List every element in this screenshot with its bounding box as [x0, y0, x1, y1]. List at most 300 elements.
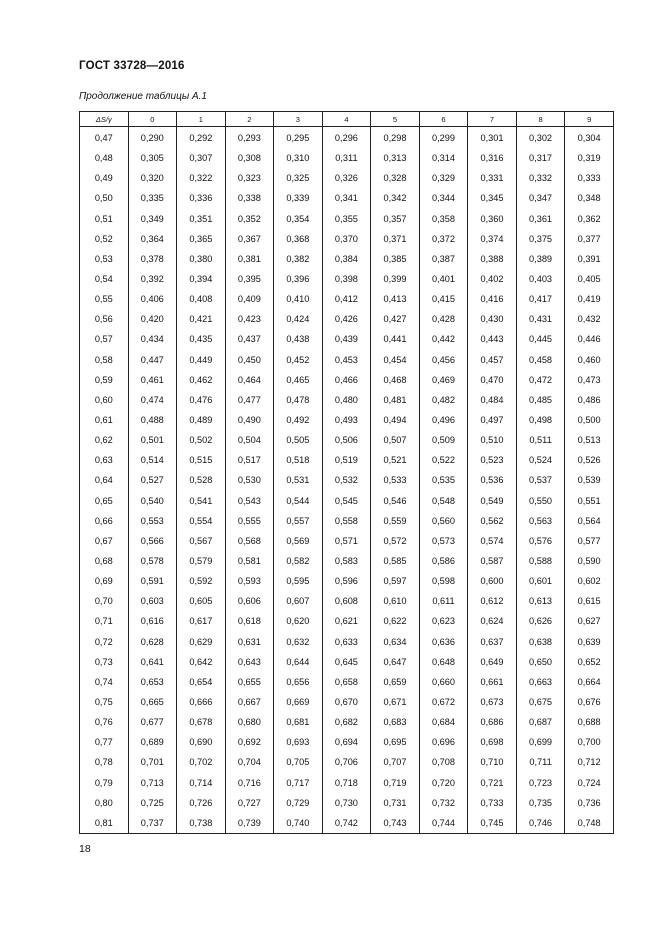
table-cell: 0,571 [322, 531, 371, 551]
table-cell: 0,424 [274, 309, 323, 329]
table-cell: 0,377 [565, 229, 614, 249]
table-cell: 0,597 [371, 571, 420, 591]
table-cell: 0,658 [322, 672, 371, 692]
table-cell: 0,655 [225, 672, 274, 692]
column-header: 5 [371, 112, 420, 127]
table-cell: 0,698 [468, 732, 517, 752]
table-cell: 0,583 [322, 551, 371, 571]
table-cell: 0,731 [371, 793, 420, 813]
table-cell: 0,292 [177, 127, 226, 149]
row-key-cell: 0,62 [80, 430, 129, 450]
table-cell: 0,428 [419, 309, 468, 329]
table-row [80, 127, 614, 149]
table-cell: 0,663 [516, 672, 565, 692]
table-cell: 0,596 [322, 571, 371, 591]
table-cell: 0,717 [274, 773, 323, 793]
table-cell: 0,368 [274, 229, 323, 249]
table-row [80, 611, 614, 631]
table-cell: 0,468 [371, 370, 420, 390]
table-cell: 0,610 [371, 591, 420, 611]
table-header-row [80, 112, 614, 127]
table-cell: 0,732 [419, 793, 468, 813]
table-cell: 0,432 [565, 309, 614, 329]
row-key-cell: 0,52 [80, 229, 129, 249]
table-cell: 0,338 [225, 188, 274, 208]
table-cell: 0,461 [128, 370, 177, 390]
table-cell: 0,335 [128, 188, 177, 208]
table-cell: 0,652 [565, 652, 614, 672]
table-cell: 0,296 [322, 127, 371, 149]
table-cell: 0,515 [177, 450, 226, 470]
table-cell: 0,702 [177, 752, 226, 772]
table-cell: 0,348 [565, 188, 614, 208]
table-cell: 0,333 [565, 168, 614, 188]
table-cell: 0,592 [177, 571, 226, 591]
table-row [80, 370, 614, 390]
table-cell: 0,644 [274, 652, 323, 672]
table-cell: 0,389 [516, 249, 565, 269]
table-cell: 0,628 [128, 632, 177, 652]
table-cell: 0,519 [322, 450, 371, 470]
table-cell: 0,354 [274, 209, 323, 229]
table-cell: 0,681 [274, 712, 323, 732]
table-cell: 0,299 [419, 127, 468, 149]
table-cell: 0,521 [371, 450, 420, 470]
table-caption: Продолжение таблицы А.1 [79, 91, 207, 102]
table-cell: 0,351 [177, 209, 226, 229]
row-key-cell: 0,48 [80, 148, 129, 168]
column-header: 2 [225, 112, 274, 127]
table-cell: 0,550 [516, 491, 565, 511]
table-cell: 0,419 [565, 289, 614, 309]
table-cell: 0,500 [565, 410, 614, 430]
table-cell: 0,460 [565, 350, 614, 370]
table-cell: 0,314 [419, 148, 468, 168]
table-cell: 0,493 [322, 410, 371, 430]
table-row [80, 531, 614, 551]
table-cell: 0,577 [565, 531, 614, 551]
table-row [80, 188, 614, 208]
table-cell: 0,332 [516, 168, 565, 188]
table-row [80, 309, 614, 329]
table-cell: 0,345 [468, 188, 517, 208]
table-cell: 0,458 [516, 350, 565, 370]
table-cell: 0,588 [516, 551, 565, 571]
table-cell: 0,511 [516, 430, 565, 450]
table-cell: 0,726 [177, 793, 226, 813]
table-cell: 0,489 [177, 410, 226, 430]
table-cell: 0,421 [177, 309, 226, 329]
table-cell: 0,718 [322, 773, 371, 793]
table-cell: 0,426 [322, 309, 371, 329]
table-cell: 0,405 [565, 269, 614, 289]
table-cell: 0,666 [177, 692, 226, 712]
table-cell: 0,311 [322, 148, 371, 168]
table-cell: 0,313 [371, 148, 420, 168]
table-cell: 0,659 [371, 672, 420, 692]
table-cell: 0,420 [128, 309, 177, 329]
table-cell: 0,339 [274, 188, 323, 208]
table-cell: 0,406 [128, 289, 177, 309]
table-cell: 0,569 [274, 531, 323, 551]
table-cell: 0,413 [371, 289, 420, 309]
table-cell: 0,600 [468, 571, 517, 591]
table-cell: 0,535 [419, 470, 468, 490]
table-cell: 0,574 [468, 531, 517, 551]
table-cell: 0,621 [322, 611, 371, 631]
table-cell: 0,606 [225, 591, 274, 611]
table-cell: 0,302 [516, 127, 565, 149]
table-cell: 0,293 [225, 127, 274, 149]
table-cell: 0,438 [274, 329, 323, 349]
table-cell: 0,627 [565, 611, 614, 631]
table-cell: 0,724 [565, 773, 614, 793]
table-cell: 0,540 [128, 491, 177, 511]
table-cell: 0,713 [128, 773, 177, 793]
table-cell: 0,689 [128, 732, 177, 752]
table-cell: 0,392 [128, 269, 177, 289]
table-cell: 0,624 [468, 611, 517, 631]
table-cell: 0,310 [274, 148, 323, 168]
table-cell: 0,399 [371, 269, 420, 289]
table-row [80, 269, 614, 289]
row-key-cell: 0,51 [80, 209, 129, 229]
table-cell: 0,578 [128, 551, 177, 571]
table-cell: 0,736 [565, 793, 614, 813]
table-cell: 0,649 [468, 652, 517, 672]
row-key-cell: 0,50 [80, 188, 129, 208]
table-row [80, 430, 614, 450]
table-cell: 0,409 [225, 289, 274, 309]
table-cell: 0,469 [419, 370, 468, 390]
table-cell: 0,506 [322, 430, 371, 450]
table-cell: 0,328 [371, 168, 420, 188]
table-cell: 0,358 [419, 209, 468, 229]
table-cell: 0,445 [516, 329, 565, 349]
column-header: 8 [516, 112, 565, 127]
table-cell: 0,484 [468, 390, 517, 410]
table-cell: 0,653 [128, 672, 177, 692]
row-key-cell: 0,60 [80, 390, 129, 410]
table-cell: 0,443 [468, 329, 517, 349]
document-title: ГОСТ 33728—2016 [79, 60, 185, 72]
column-header: 0 [128, 112, 177, 127]
table-cell: 0,645 [322, 652, 371, 672]
row-key-cell: 0,77 [80, 732, 129, 752]
table-cell: 0,633 [322, 632, 371, 652]
table-cell: 0,349 [128, 209, 177, 229]
table-cell: 0,710 [468, 752, 517, 772]
table-cell: 0,435 [177, 329, 226, 349]
table-cell: 0,417 [516, 289, 565, 309]
data-table [79, 111, 614, 834]
table-cell: 0,616 [128, 611, 177, 631]
table-cell: 0,357 [371, 209, 420, 229]
column-header: 3 [274, 112, 323, 127]
table-row [80, 329, 614, 349]
row-key-cell: 0,61 [80, 410, 129, 430]
table-cell: 0,642 [177, 652, 226, 672]
table-cell: 0,360 [468, 209, 517, 229]
table-cell: 0,381 [225, 249, 274, 269]
table-cell: 0,557 [274, 511, 323, 531]
table-cell: 0,524 [516, 450, 565, 470]
table-cell: 0,388 [468, 249, 517, 269]
table-cell: 0,562 [468, 511, 517, 531]
table-cell: 0,537 [516, 470, 565, 490]
table-cell: 0,746 [516, 813, 565, 834]
table-cell: 0,319 [565, 148, 614, 168]
table-cell: 0,632 [274, 632, 323, 652]
table-cell: 0,502 [177, 430, 226, 450]
table-cell: 0,398 [322, 269, 371, 289]
table-cell: 0,711 [516, 752, 565, 772]
table-row [80, 752, 614, 772]
table-cell: 0,452 [274, 350, 323, 370]
table-cell: 0,664 [565, 672, 614, 692]
table-cell: 0,638 [516, 632, 565, 652]
table-cell: 0,370 [322, 229, 371, 249]
table-cell: 0,553 [128, 511, 177, 531]
table-cell: 0,355 [322, 209, 371, 229]
table-cell: 0,320 [128, 168, 177, 188]
table-cell: 0,546 [371, 491, 420, 511]
table-cell: 0,667 [225, 692, 274, 712]
table-cell: 0,317 [516, 148, 565, 168]
table-cell: 0,745 [468, 813, 517, 834]
table-cell: 0,637 [468, 632, 517, 652]
table-cell: 0,367 [225, 229, 274, 249]
column-header: 1 [177, 112, 226, 127]
table-cell: 0,375 [516, 229, 565, 249]
row-key-cell: 0,65 [80, 491, 129, 511]
table-cell: 0,742 [322, 813, 371, 834]
table-cell: 0,544 [274, 491, 323, 511]
table-cell: 0,608 [322, 591, 371, 611]
column-header: 4 [322, 112, 371, 127]
table-cell: 0,412 [322, 289, 371, 309]
table-row [80, 793, 614, 813]
table-cell: 0,488 [128, 410, 177, 430]
table-row [80, 470, 614, 490]
table-cell: 0,727 [225, 793, 274, 813]
table-cell: 0,695 [371, 732, 420, 752]
table-cell: 0,611 [419, 591, 468, 611]
table-row [80, 350, 614, 370]
table-cell: 0,733 [468, 793, 517, 813]
table-cell: 0,647 [371, 652, 420, 672]
table-cell: 0,498 [516, 410, 565, 430]
table-row [80, 390, 614, 410]
table-cell: 0,473 [565, 370, 614, 390]
table-cell: 0,465 [274, 370, 323, 390]
table-cell: 0,391 [565, 249, 614, 269]
table-cell: 0,295 [274, 127, 323, 149]
table-cell: 0,431 [516, 309, 565, 329]
table-cell: 0,682 [322, 712, 371, 732]
row-key-cell: 0,49 [80, 168, 129, 188]
table-cell: 0,615 [565, 591, 614, 611]
table-cell: 0,675 [516, 692, 565, 712]
table-cell: 0,650 [516, 652, 565, 672]
table-cell: 0,509 [419, 430, 468, 450]
table-cell: 0,290 [128, 127, 177, 149]
table-cell: 0,362 [565, 209, 614, 229]
table-row [80, 148, 614, 168]
table-cell: 0,470 [468, 370, 517, 390]
table-cell: 0,716 [225, 773, 274, 793]
table-cell: 0,694 [322, 732, 371, 752]
table-cell: 0,402 [468, 269, 517, 289]
table-cell: 0,439 [322, 329, 371, 349]
column-header: 7 [468, 112, 517, 127]
table-cell: 0,408 [177, 289, 226, 309]
table-cell: 0,505 [274, 430, 323, 450]
table-cell: 0,559 [371, 511, 420, 531]
table-cell: 0,481 [371, 390, 420, 410]
table-cell: 0,378 [128, 249, 177, 269]
table-cell: 0,395 [225, 269, 274, 289]
table-row [80, 491, 614, 511]
table-cell: 0,705 [274, 752, 323, 772]
table-cell: 0,437 [225, 329, 274, 349]
table-cell: 0,342 [371, 188, 420, 208]
table-row [80, 591, 614, 611]
row-key-cell: 0,64 [80, 470, 129, 490]
table-row [80, 732, 614, 752]
table-cell: 0,539 [565, 470, 614, 490]
table-cell: 0,329 [419, 168, 468, 188]
table-row [80, 511, 614, 531]
table-row [80, 632, 614, 652]
table-cell: 0,430 [468, 309, 517, 329]
table-cell: 0,322 [177, 168, 226, 188]
table-cell: 0,416 [468, 289, 517, 309]
row-key-cell: 0,63 [80, 450, 129, 470]
page-number: 18 [79, 843, 91, 855]
table-cell: 0,568 [225, 531, 274, 551]
table-cell: 0,478 [274, 390, 323, 410]
table-cell: 0,712 [565, 752, 614, 772]
table-cell: 0,549 [468, 491, 517, 511]
table-cell: 0,541 [177, 491, 226, 511]
table-cell: 0,316 [468, 148, 517, 168]
table-cell: 0,665 [128, 692, 177, 712]
table-cell: 0,598 [419, 571, 468, 591]
table-cell: 0,634 [371, 632, 420, 652]
table-cell: 0,442 [419, 329, 468, 349]
table-cell: 0,623 [419, 611, 468, 631]
column-header: 9 [565, 112, 614, 127]
table-row [80, 168, 614, 188]
table-cell: 0,631 [225, 632, 274, 652]
table-cell: 0,457 [468, 350, 517, 370]
table-cell: 0,721 [468, 773, 517, 793]
table-cell: 0,518 [274, 450, 323, 470]
row-key-cell: 0,70 [80, 591, 129, 611]
table-cell: 0,654 [177, 672, 226, 692]
table-cell: 0,485 [516, 390, 565, 410]
table-cell: 0,554 [177, 511, 226, 531]
table-cell: 0,564 [565, 511, 614, 531]
table-cell: 0,671 [371, 692, 420, 712]
table-cell: 0,382 [274, 249, 323, 269]
table-cell: 0,403 [516, 269, 565, 289]
table-cell: 0,683 [371, 712, 420, 732]
table-cell: 0,446 [565, 329, 614, 349]
table-cell: 0,522 [419, 450, 468, 470]
row-key-cell: 0,47 [80, 127, 129, 149]
table-cell: 0,434 [128, 329, 177, 349]
table-row [80, 450, 614, 470]
table-cell: 0,472 [516, 370, 565, 390]
table-cell: 0,501 [128, 430, 177, 450]
table-cell: 0,341 [322, 188, 371, 208]
row-key-cell: 0,75 [80, 692, 129, 712]
table-cell: 0,707 [371, 752, 420, 772]
table-row [80, 209, 614, 229]
table-cell: 0,593 [225, 571, 274, 591]
table-cell: 0,536 [468, 470, 517, 490]
table-cell: 0,323 [225, 168, 274, 188]
table-cell: 0,684 [419, 712, 468, 732]
table-row [80, 289, 614, 309]
table-cell: 0,678 [177, 712, 226, 732]
table-row [80, 692, 614, 712]
table-cell: 0,517 [225, 450, 274, 470]
table-cell: 0,344 [419, 188, 468, 208]
table-cell: 0,466 [322, 370, 371, 390]
table-cell: 0,704 [225, 752, 274, 772]
table-cell: 0,365 [177, 229, 226, 249]
table-cell: 0,693 [274, 732, 323, 752]
table-cell: 0,735 [516, 793, 565, 813]
table-row [80, 410, 614, 430]
table-cell: 0,352 [225, 209, 274, 229]
table-cell: 0,371 [371, 229, 420, 249]
table-cell: 0,669 [274, 692, 323, 712]
table-cell: 0,700 [565, 732, 614, 752]
table-cell: 0,602 [565, 571, 614, 591]
table-cell: 0,504 [225, 430, 274, 450]
table-cell: 0,528 [177, 470, 226, 490]
table-cell: 0,394 [177, 269, 226, 289]
table-cell: 0,673 [468, 692, 517, 712]
table-cell: 0,494 [371, 410, 420, 430]
table-row [80, 571, 614, 591]
table-cell: 0,648 [419, 652, 468, 672]
table-cell: 0,361 [516, 209, 565, 229]
table-cell: 0,690 [177, 732, 226, 752]
table-cell: 0,474 [128, 390, 177, 410]
table-cell: 0,723 [516, 773, 565, 793]
table-cell: 0,620 [274, 611, 323, 631]
row-key-cell: 0,53 [80, 249, 129, 269]
table-cell: 0,730 [322, 793, 371, 813]
table-cell: 0,670 [322, 692, 371, 712]
table-cell: 0,661 [468, 672, 517, 692]
row-key-cell: 0,67 [80, 531, 129, 551]
table-cell: 0,555 [225, 511, 274, 531]
table-cell: 0,496 [419, 410, 468, 430]
table-cell: 0,347 [516, 188, 565, 208]
table-cell: 0,586 [419, 551, 468, 571]
table-cell: 0,573 [419, 531, 468, 551]
table-cell: 0,514 [128, 450, 177, 470]
table-cell: 0,706 [322, 752, 371, 772]
table-cell: 0,545 [322, 491, 371, 511]
table-cell: 0,454 [371, 350, 420, 370]
